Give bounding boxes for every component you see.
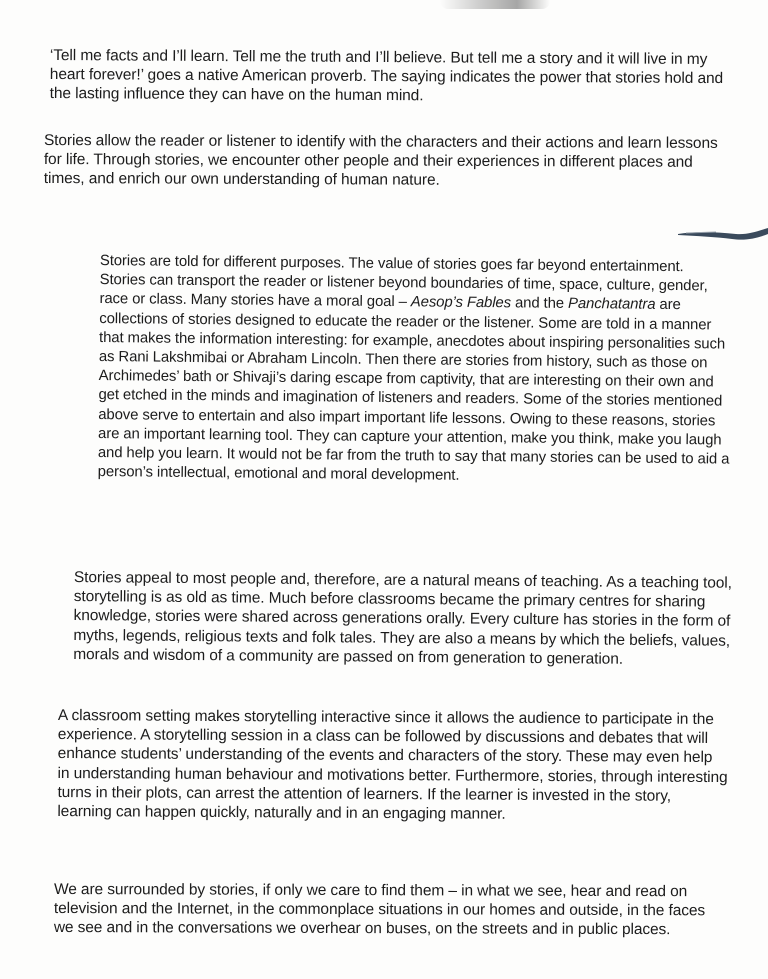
proverb-paragraph: ‘Tell me facts and I’ll learn. Tell me the truth and I’ll believe. But tell me a story and it will live in my heart forever!’ goes a native American proverb. The saying indicates the power that stories hold and the lasting influence they can have on the human mind.	[49, 46, 724, 105]
surrounded-paragraph: We are surrounded by stories, if only we care to find them – in what we see, hear and read on television and the Internet, in the commonplace situations in our homes and outside, in the faces we see and in the conversations we overhear on buses, on the streets and in public places.	[53, 881, 706, 939]
scan-artifact-top	[440, 0, 550, 9]
boxed-passage	[98, 252, 732, 489]
boxed-passage-text-3: are collections of stories designed to educate the reader or the listener. Some are told in a manner that makes the information interesting: for example, anecdotes about inspiring personalities such as Rani Lakshmibai or Abraham Lincoln. Then there are stories from history, such as those on Archimedes’ bath or Shivaji’s daring escape from captivity, that are interesting on their own and get etched in the minds and imagination of listeners and readers. Some of the stories mentioned above serve to entertain and also impart important life lessons. Owing to these reasons, stories are an important learning tool. They can capture your attention, make you think, make you laugh and help you learn. It would not be far from the truth to say that many stories can be used to aid a person’s intellectual, emotional and moral development.	[97, 297, 730, 485]
boxed-passage-text-1: Stories are told for different purposes. The value of stories goes far beyond entertainment. Stories can transport the reader or listener beyond boundaries of time, space, culture, gender, race or class. Many stories have a moral goal –	[99, 252, 708, 311]
brush-stroke-decoration	[676, 222, 768, 244]
classroom-paragraph: A classroom setting makes storytelling interactive since it allows the audience to participate in the experience. A storytelling session in a class can be followed by discussions and debates that will enhance students’ understanding of the events and characters of the story. These may even help in understanding human behaviour and motivations better. Furthermore, stories, through interesting turns in their plots, can arrest the attention of learners. If the learner is invested in the story, learning can happen quickly, naturally and in an engaging manner.	[57, 707, 728, 823]
aesops-fables-title: Aesop’s Fables	[410, 294, 512, 312]
identify-paragraph: Stories allow the reader or listener to identify with the characters and their actions and learn lessons for life. Through stories, we encounter other people and their experiences in different places and times, and enrich our own understanding of human nature.	[43, 131, 718, 190]
panchatantra-title: Panchatantra	[567, 296, 656, 314]
appeal-paragraph: Stories appeal to most people and, therefore, are a natural means of teaching. As a teaching tool, storytelling is as old as time. Much before classrooms became the primary centres for sharing knowledge, stories were shared across generations orally. Every culture has stories in the form of myths, legends, religious texts and folk tales. They are also a means by which the beliefs, values, morals and wisdom of a community are passed on from generation to generation.	[73, 568, 732, 668]
boxed-passage-text-2: and the	[510, 295, 569, 313]
cut-off-text-line	[150, 544, 710, 552]
cut-off-text-line-bottom	[300, 971, 450, 979]
